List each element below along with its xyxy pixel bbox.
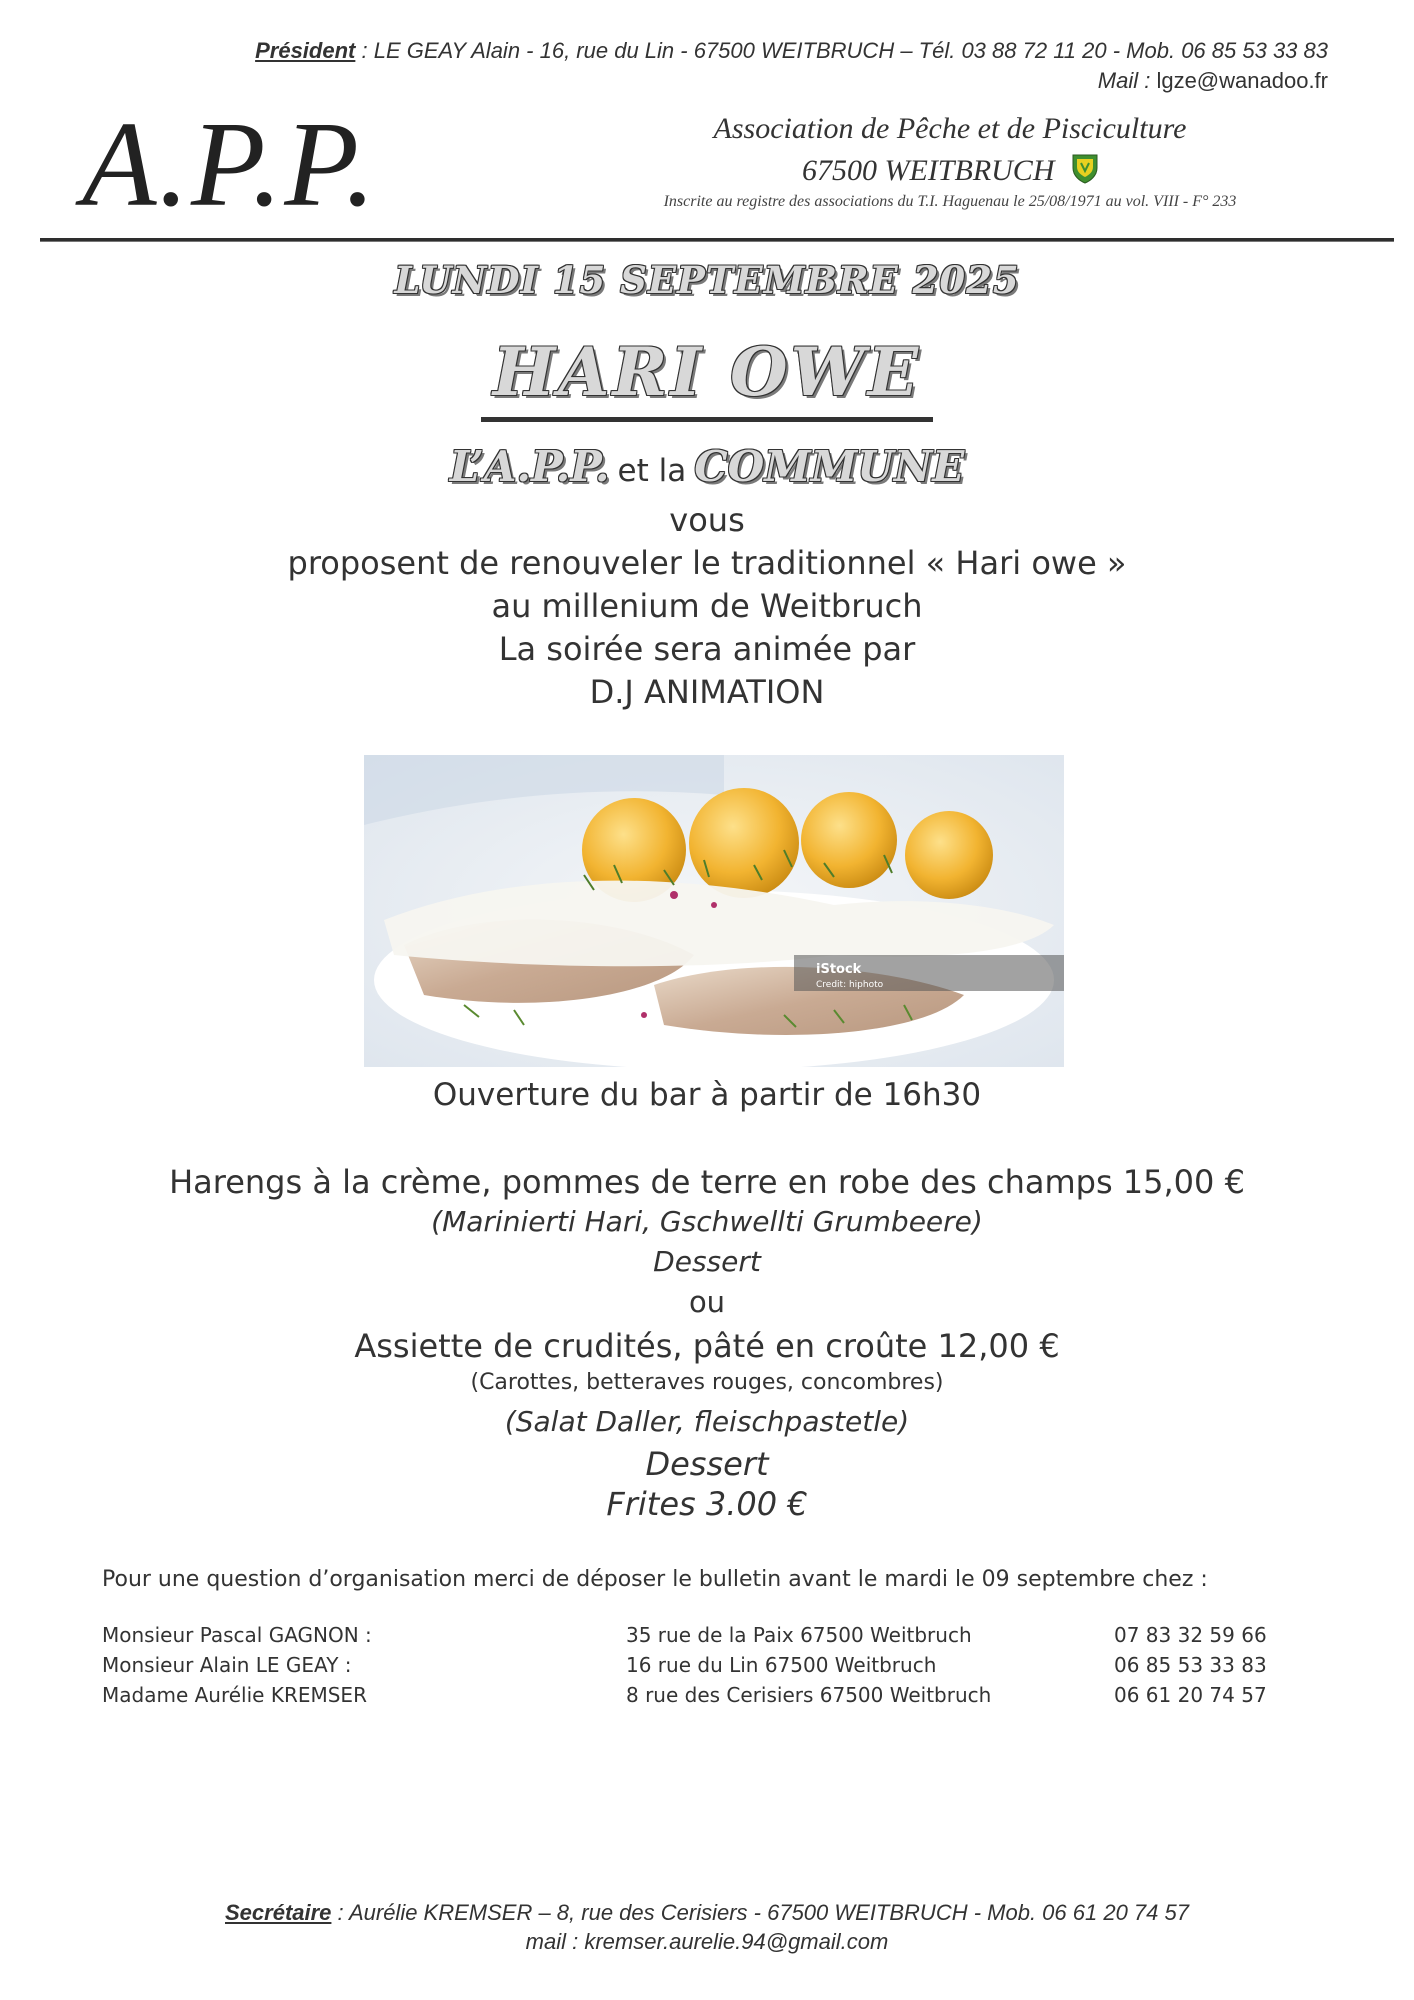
event-title: HARI OWE: [481, 333, 933, 422]
event-title-wrapper: [0, 333, 1414, 422]
contact-phone: 07 83 32 59 66: [1114, 1623, 1267, 1647]
contact-row: [0, 1653, 1414, 1683]
intro-line: D.J ANIMATION: [589, 673, 825, 711]
organizers-line: [0, 442, 1414, 491]
secretary-mail-label: mail :: [525, 1929, 579, 1954]
menu-dish-crudites: Assiette de crudités, pâté en croûte 12,00 €: [354, 1327, 1060, 1365]
contact-phone: 06 61 20 74 57: [1114, 1683, 1267, 1707]
secretary-mail-line: [0, 1929, 1414, 1955]
menu-or: ou: [688, 1285, 726, 1319]
event-date: LUNDI 15 SEPTEMBRE 2025: [394, 258, 1020, 302]
menu-dish-herring: Harengs à la crème, pommes de terre en robe des champs 15,00 €: [169, 1163, 1245, 1201]
photo-watermark: iStock: [816, 962, 862, 977]
president-label: Président: [255, 38, 356, 63]
contact-name: Madame Aurélie KREMSER: [102, 1683, 367, 1707]
contact-address: 35 rue de la Paix 67500 Weitbruch: [626, 1623, 972, 1647]
organizers-conjunction: et la: [617, 453, 687, 489]
contact-row: [0, 1683, 1414, 1713]
contact-phone: 06 85 53 33 83: [1114, 1653, 1267, 1677]
association-city: 67500 WEITBRUCH: [802, 154, 1055, 187]
registration-deadline: Pour une question d’organisation merci de déposer le bulletin avant le mardi le 09 septembre chez :: [102, 1567, 1208, 1592]
header-divider: [40, 238, 1394, 242]
secretary-mail-value[interactable]: kremser.aurelie.94@gmail.com: [584, 1929, 889, 1954]
contact-address: 8 rue des Cerisiers 67500 Weitbruch: [626, 1683, 992, 1707]
association-registration: Inscrite au registre des associations du T.I. Haguenau le 25/08/1971 au vol. VIII - F° 233: [663, 193, 1237, 210]
herring-dish-photo: [364, 755, 1064, 1067]
intro-line: vous: [669, 501, 745, 539]
contact-row: [0, 1623, 1414, 1653]
town-crest-icon: [1072, 154, 1098, 192]
organizer-app: L’A.P.P.: [449, 442, 610, 491]
president-line: [255, 38, 1328, 64]
menu-dessert-2: Dessert: [645, 1445, 769, 1483]
intro-line: proposent de renouveler le traditionnel « Hari owe »: [287, 544, 1127, 582]
association-logo: A.P.P.: [82, 97, 378, 232]
menu-dish-herring-alsatian: (Marinierti Hari, Gschwellti Grumbeere): [431, 1205, 983, 1238]
secretary-line: [0, 1900, 1414, 1926]
contact-name: Monsieur Pascal GAGNON :: [102, 1623, 372, 1647]
contact-address: 16 rue du Lin 67500 Weitbruch: [626, 1653, 937, 1677]
event-intro: [0, 499, 1414, 714]
mail-label: Mail :: [1097, 68, 1151, 93]
mail-value[interactable]: lgze@wanadoo.fr: [1156, 68, 1328, 93]
menu-dessert-1: Dessert: [653, 1245, 761, 1278]
contact-name: Monsieur Alain LE GEAY :: [102, 1653, 352, 1677]
association-name: Association de Pêche et de Pisciculture: [713, 112, 1187, 145]
president-mail-line: [1098, 68, 1328, 94]
menu-fries: Frites 3.00 €: [606, 1485, 808, 1523]
secretary-info: : Aurélie KREMSER – 8, rue des Cerisiers - 67500 WEITBRUCH - Mob. 06 61 20 74 57: [337, 1900, 1189, 1925]
secretary-label: Secrétaire: [225, 1900, 332, 1925]
association-city-line: [600, 154, 1300, 192]
menu-dish-crudites-alsatian: (Salat Daller, fleischpastetle): [504, 1405, 910, 1438]
bar-opening-time: Ouverture du bar à partir de 16h30: [432, 1077, 982, 1113]
organizer-commune: COMMUNE: [694, 442, 965, 491]
intro-line: au millenium de Weitbruch: [491, 587, 923, 625]
intro-line: La soirée sera animée par: [498, 630, 916, 668]
photo-credit: Credit: hiphoto: [816, 980, 884, 990]
menu-dish-crudites-detail: (Carottes, betteraves rouges, concombres): [470, 1370, 944, 1395]
president-info: : LE GEAY Alain - 16, rue du Lin - 67500 WEITBRUCH – Tél. 03 88 72 11 20 - Mob. 06 85 53 33 83: [361, 38, 1328, 63]
